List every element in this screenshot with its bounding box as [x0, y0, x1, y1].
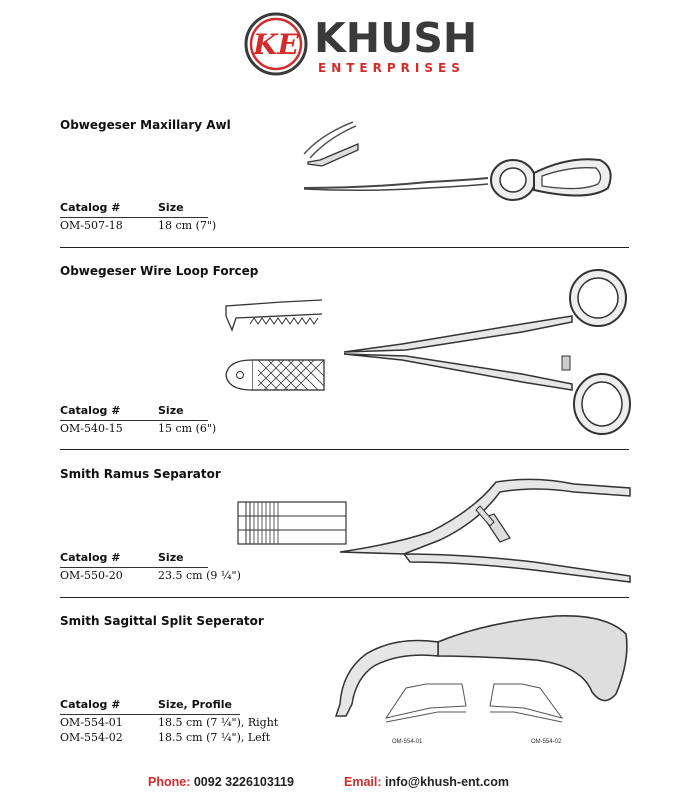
size-value: 23.5 cm (9 ¼"): [158, 569, 241, 582]
catalog-number: OM-550-20: [60, 569, 123, 582]
catalog-number: OM-507-18: [60, 219, 123, 232]
size-value: 18.5 cm (7 ¼"), Left: [158, 731, 271, 744]
spec-table: [60, 698, 279, 746]
col-header-catalog: Catalog #: [60, 698, 121, 711]
figure-caption: OM-554-01: [392, 739, 423, 745]
col-header-catalog: Catalog #: [60, 404, 121, 417]
col-header-size: Size: [158, 551, 184, 564]
size-value: 15 cm (6"): [158, 422, 217, 435]
spec-row: [60, 716, 279, 731]
spec-rule: [60, 714, 240, 715]
spec-row: [60, 219, 217, 234]
phone-number[interactable]: 0092 3226103119: [193, 775, 294, 789]
spec-row: [60, 731, 271, 746]
section-divider: [60, 597, 629, 598]
brand-tagline: ENTERPRISES: [318, 61, 465, 75]
spec-rule: [60, 567, 208, 568]
spec-rule: [60, 420, 208, 421]
email-contact[interactable]: [344, 775, 509, 789]
logo-monogram: KE: [253, 28, 299, 61]
product-title: Obwegeser Wire Loop Forcep: [60, 264, 259, 278]
col-header-size: Size: [158, 201, 184, 214]
product-title: Smith Sagittal Split Seperator: [60, 614, 264, 628]
phone-label: Phone:: [148, 775, 191, 789]
spec-row: [60, 569, 241, 584]
phone-contact[interactable]: [148, 775, 294, 789]
maxillary-awl-illustration: [298, 118, 638, 208]
brand-name: KHUSH: [314, 14, 478, 62]
section-divider: [60, 247, 629, 248]
figure-caption: OM-554-02: [531, 739, 562, 745]
col-header-size: Size: [158, 404, 184, 417]
catalog-number: OM-554-02: [60, 731, 123, 744]
col-header-size-profile: Size, Profile: [158, 698, 232, 711]
email-address[interactable]: info@khush-ent.com: [385, 775, 509, 789]
sagittal-split-separator-illustration: [326, 608, 644, 748]
product-title: Obwegeser Maxillary Awl: [60, 118, 231, 132]
brand-logo: [244, 12, 478, 78]
catalog-number: OM-554-01: [60, 716, 123, 729]
product-title: Smith Ramus Separator: [60, 467, 221, 481]
email-label: Email:: [344, 775, 382, 789]
col-header-catalog: Catalog #: [60, 201, 121, 214]
spec-table: [60, 201, 217, 234]
spec-rule: [60, 217, 208, 218]
size-value: 18 cm (7"): [158, 219, 217, 232]
section-divider: [60, 449, 629, 450]
catalog-number: OM-540-15: [60, 422, 123, 435]
spec-table: [60, 404, 217, 437]
logo-emblem: [244, 12, 308, 76]
col-header-catalog: Catalog #: [60, 551, 121, 564]
wire-loop-forcep-illustration: [222, 262, 642, 442]
size-value: 18.5 cm (7 ¼"), Right: [158, 716, 279, 729]
ramus-separator-illustration: [234, 470, 634, 586]
spec-table: [60, 551, 241, 584]
contact-footer: [0, 775, 689, 791]
spec-row: [60, 422, 217, 437]
